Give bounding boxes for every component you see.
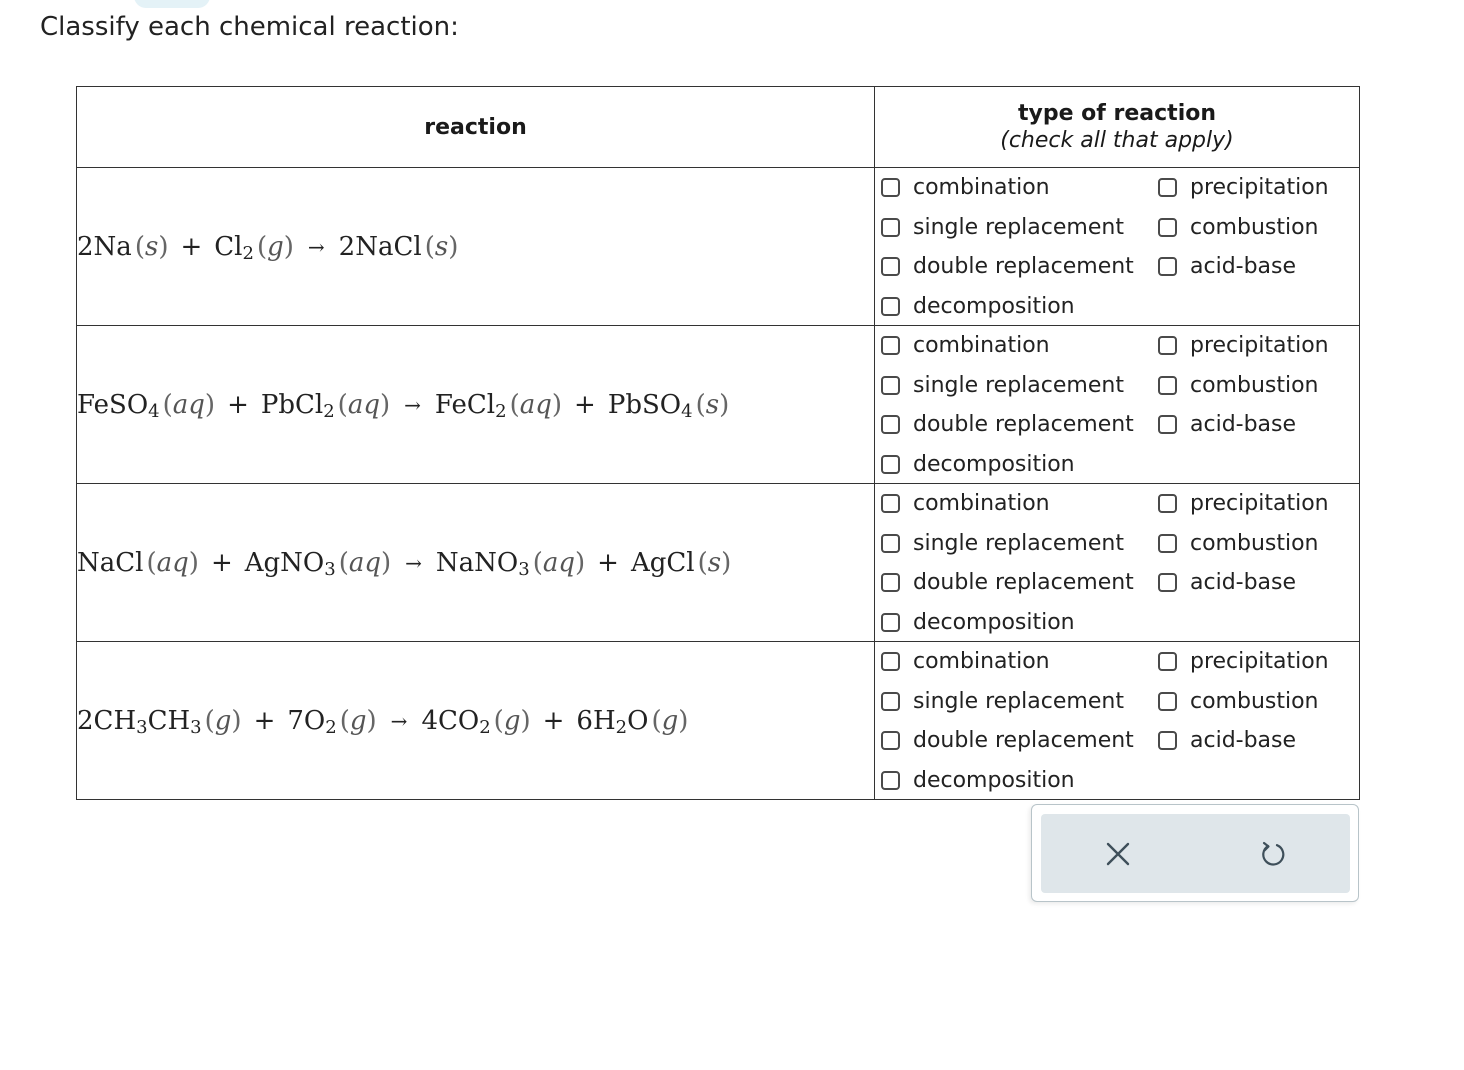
checkbox-combination[interactable] [881, 652, 900, 671]
formula-part: AgCl [630, 547, 695, 578]
option-combustion[interactable] [1158, 212, 1319, 242]
subscript: 3 [136, 716, 148, 738]
header-type-title: type of reaction [1017, 101, 1217, 126]
checkbox-double-replacement[interactable] [881, 573, 900, 592]
option-acid-base[interactable] [1158, 409, 1296, 439]
plus-sign: + [210, 547, 233, 578]
formula-part: Na [93, 231, 132, 262]
reaction-type-options [875, 642, 1360, 800]
reaction-equation [77, 326, 875, 484]
checkbox-precipitation[interactable] [1158, 336, 1177, 355]
paren-close: ) [448, 231, 459, 262]
paren-open: ( [697, 547, 708, 578]
option-decomposition[interactable] [881, 449, 1075, 479]
coefficient: 2 [338, 231, 356, 262]
checkbox-combination[interactable] [881, 336, 900, 355]
option-combustion[interactable] [1158, 686, 1319, 716]
checkbox-decomposition[interactable] [881, 771, 900, 790]
option-label: precipitation [1190, 332, 1329, 358]
clear-button[interactable] [1098, 834, 1138, 874]
formula-part: O [627, 705, 649, 736]
option-label: single replacement [913, 214, 1124, 240]
option-double-replacement[interactable] [881, 567, 1134, 597]
paren-open: ( [162, 389, 173, 420]
coefficient: 7 [287, 705, 304, 736]
x-icon [1105, 841, 1131, 867]
paren-open: ( [134, 231, 145, 262]
option-precipitation[interactable] [1158, 488, 1329, 518]
state-label: s [707, 547, 722, 578]
option-label: single replacement [913, 530, 1124, 556]
reaction-row [77, 326, 1360, 484]
checkbox-combination[interactable] [881, 178, 900, 197]
checkbox-double-replacement[interactable] [881, 731, 900, 750]
formula-part: CH [147, 705, 191, 736]
paren-close: ) [551, 389, 563, 420]
option-label: decomposition [913, 767, 1075, 793]
option-label: double replacement [913, 253, 1134, 279]
undo-icon [1259, 840, 1287, 868]
subscript: 3 [190, 716, 202, 738]
state-label: aq [519, 389, 552, 420]
paren-close: ) [719, 389, 730, 420]
option-label: precipitation [1190, 648, 1329, 674]
paren-open: ( [204, 705, 215, 736]
formula-part: AgNO [244, 547, 325, 578]
state-label: s [434, 231, 449, 262]
option-label: combination [913, 648, 1050, 674]
checkbox-acid-base[interactable] [1158, 257, 1177, 276]
paren-close: ) [188, 547, 199, 578]
state-label: aq [347, 389, 380, 420]
option-decomposition[interactable] [881, 291, 1075, 321]
formula-part: H [592, 705, 616, 736]
option-combination[interactable] [881, 172, 1050, 202]
header-type-note: (check all that apply) [1000, 128, 1234, 153]
option-label: double replacement [913, 569, 1134, 595]
option-label: combination [913, 490, 1050, 516]
paren-open: ( [256, 231, 268, 262]
paren-open: ( [338, 547, 349, 578]
checkbox-double-replacement[interactable] [881, 257, 900, 276]
formula-part: NaNO [435, 547, 519, 578]
subscript: 2 [479, 716, 491, 738]
checkbox-acid-base[interactable] [1158, 731, 1177, 750]
state-label: aq [542, 547, 576, 578]
equation-text [77, 390, 729, 420]
option-acid-base[interactable] [1158, 725, 1296, 755]
option-label: acid-base [1190, 727, 1297, 753]
subscript: 4 [681, 400, 693, 422]
question-prompt: Classify each chemical reaction: [40, 12, 459, 42]
paren-close: ) [381, 547, 392, 578]
checkbox-acid-base[interactable] [1158, 415, 1177, 434]
plus-sign: + [597, 547, 619, 578]
option-label: acid-base [1190, 253, 1297, 279]
reaction-equation [77, 484, 875, 642]
reaction-row [77, 642, 1360, 800]
reaction-row [77, 484, 1360, 642]
option-double-replacement[interactable] [881, 725, 1134, 755]
option-acid-base[interactable] [1158, 251, 1296, 281]
formula-part: O [303, 705, 326, 736]
reaction-equation [77, 168, 875, 326]
formula-part: PbCl [260, 389, 324, 420]
option-decomposition[interactable] [881, 765, 1075, 795]
formula-part: NaCl [77, 547, 144, 578]
checkbox-acid-base[interactable] [1158, 573, 1177, 592]
option-double-replacement[interactable] [881, 409, 1134, 439]
reaction-arrow: → [405, 550, 422, 575]
state-label: s [705, 389, 720, 420]
subscript: 3 [518, 558, 530, 580]
checkbox-precipitation[interactable] [1158, 178, 1177, 197]
undo-button[interactable] [1253, 834, 1293, 874]
checkbox-precipitation[interactable] [1158, 652, 1177, 671]
option-label: double replacement [913, 727, 1134, 753]
paren-open: ( [695, 389, 706, 420]
formula-part: CH [93, 705, 137, 736]
option-label: single replacement [913, 372, 1124, 398]
option-label: precipitation [1190, 174, 1329, 200]
state-label: g [349, 705, 367, 736]
option-combustion[interactable] [1158, 528, 1319, 558]
formula-part: Cl [214, 231, 243, 262]
subscript: 2 [242, 242, 254, 264]
state-label: aq [172, 389, 205, 420]
paren-close: ) [520, 705, 531, 736]
action-panel [1031, 804, 1359, 902]
option-label: combustion [1190, 372, 1319, 398]
top-tab-indicator [134, 0, 210, 8]
paren-open: ( [493, 705, 504, 736]
paren-close: ) [678, 705, 689, 736]
state-label: g [214, 705, 232, 736]
option-combustion[interactable] [1158, 370, 1319, 400]
coefficient: 4 [421, 705, 438, 736]
option-combination[interactable] [881, 488, 1050, 518]
option-label: decomposition [913, 293, 1075, 319]
option-label: decomposition [913, 609, 1075, 635]
formula-part: CO [437, 705, 480, 736]
option-acid-base[interactable] [1158, 567, 1296, 597]
plus-sign: + [227, 389, 249, 420]
paren-close: ) [721, 547, 732, 578]
checkbox-single-replacement[interactable] [881, 692, 900, 711]
option-label: double replacement [913, 411, 1134, 437]
option-label: acid-base [1190, 569, 1297, 595]
subscript: 2 [615, 716, 628, 738]
plus-sign: + [542, 705, 565, 736]
state-label: g [503, 705, 521, 736]
option-label: combination [913, 174, 1050, 200]
state-label: s [144, 231, 159, 262]
checkbox-precipitation[interactable] [1158, 494, 1177, 513]
reaction-arrow: → [307, 234, 325, 259]
option-label: combination [913, 332, 1050, 358]
header-reaction: reaction [77, 87, 875, 168]
option-single-replacement[interactable] [881, 686, 1124, 716]
option-single-replacement[interactable] [881, 212, 1124, 242]
subscript: 4 [148, 400, 160, 422]
option-label: precipitation [1190, 490, 1329, 516]
option-precipitation[interactable] [1158, 330, 1329, 360]
paren-open: ( [339, 705, 350, 736]
checkbox-double-replacement[interactable] [881, 415, 900, 434]
header-type [875, 87, 1360, 168]
state-label: aq [348, 547, 381, 578]
plus-sign: + [574, 389, 596, 420]
subscript: 3 [324, 558, 336, 580]
paren-open: ( [424, 231, 435, 262]
option-decomposition[interactable] [881, 607, 1075, 637]
coefficient: 6 [576, 705, 593, 736]
checkbox-decomposition[interactable] [881, 297, 900, 316]
checkbox-single-replacement[interactable] [881, 534, 900, 553]
paren-close: ) [379, 389, 391, 420]
checkbox-combustion[interactable] [1158, 218, 1177, 237]
paren-close: ) [283, 231, 294, 262]
formula-part: PbSO [607, 389, 682, 420]
reaction-row [77, 168, 1360, 326]
checkbox-combination[interactable] [881, 494, 900, 513]
paren-open: ( [532, 547, 543, 578]
coefficient: 2 [77, 705, 94, 736]
reaction-type-options [875, 484, 1360, 642]
reaction-arrow: → [390, 708, 408, 733]
checkbox-single-replacement[interactable] [881, 218, 900, 237]
reaction-type-options [875, 326, 1360, 484]
paren-open: ( [509, 389, 520, 420]
option-precipitation[interactable] [1158, 172, 1329, 202]
action-panel-inner [1041, 814, 1350, 893]
reaction-table [76, 86, 1360, 800]
state-label: aq [156, 547, 189, 578]
option-single-replacement[interactable] [881, 528, 1124, 558]
paren-close: ) [231, 705, 242, 736]
reaction-equation [77, 642, 875, 800]
option-single-replacement[interactable] [881, 370, 1124, 400]
checkbox-single-replacement[interactable] [881, 376, 900, 395]
reaction-arrow: → [404, 392, 421, 417]
option-precipitation[interactable] [1158, 646, 1329, 676]
option-combination[interactable] [881, 330, 1050, 360]
option-combination[interactable] [881, 646, 1050, 676]
option-label: single replacement [913, 688, 1124, 714]
checkbox-combustion[interactable] [1158, 376, 1177, 395]
formula-part: NaCl [355, 231, 422, 262]
option-label: acid-base [1190, 411, 1297, 437]
paren-close: ) [575, 547, 586, 578]
equation-text [77, 232, 458, 262]
plus-sign: + [180, 231, 203, 262]
option-label: combustion [1190, 688, 1319, 714]
paren-open: ( [651, 705, 662, 736]
paren-open: ( [146, 547, 157, 578]
subscript: 2 [323, 400, 335, 422]
subscript: 2 [495, 400, 507, 422]
checkbox-decomposition[interactable] [881, 613, 900, 632]
reaction-type-options [875, 168, 1360, 326]
equation-text [77, 706, 688, 736]
paren-close: ) [158, 231, 169, 262]
state-label: g [661, 705, 679, 736]
formula-part: FeSO [77, 389, 149, 420]
paren-close: ) [204, 389, 216, 420]
plus-sign: + [253, 705, 276, 736]
coefficient: 2 [77, 231, 94, 262]
option-double-replacement[interactable] [881, 251, 1134, 281]
option-label: combustion [1190, 530, 1319, 556]
option-label: decomposition [913, 451, 1075, 477]
option-label: combustion [1190, 214, 1319, 240]
paren-close: ) [366, 705, 377, 736]
formula-part: FeCl [434, 389, 496, 420]
paren-open: ( [337, 389, 348, 420]
checkbox-decomposition[interactable] [881, 455, 900, 474]
subscript: 2 [325, 716, 337, 738]
checkbox-combustion[interactable] [1158, 534, 1177, 553]
equation-text [77, 548, 731, 578]
checkbox-combustion[interactable] [1158, 692, 1177, 711]
state-label: g [267, 231, 284, 262]
